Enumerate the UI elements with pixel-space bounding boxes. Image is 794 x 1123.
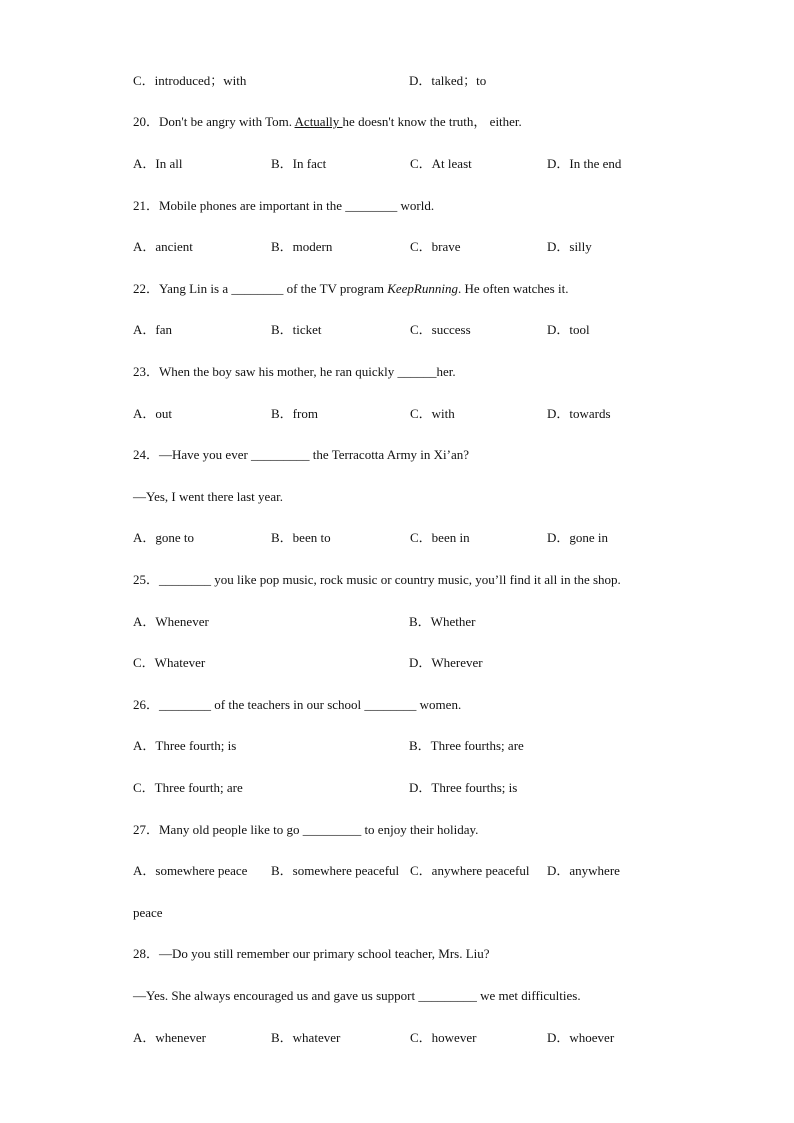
q20-option-a: A．In all <box>133 156 183 171</box>
q24-options-row <box>133 528 733 548</box>
q25-options-row-2 <box>133 653 733 673</box>
q25-option-d: D．Wherever <box>409 655 483 670</box>
q27-option-b: B．somewhere peaceful <box>271 863 400 878</box>
q22-stem-post: . He often watches it. <box>457 281 569 296</box>
q28-option-c: C．however <box>410 1030 477 1045</box>
q22-options-row <box>133 320 733 340</box>
q26-option-b: B．Three fourths; are <box>409 738 524 753</box>
q20-stem <box>133 112 733 132</box>
q21-options-row <box>133 237 733 257</box>
q22-option-a: A．fan <box>133 322 172 337</box>
q24-option-b: B．been to <box>271 530 331 545</box>
q23-option-c: C．with <box>410 406 455 421</box>
q25-option-a: A．Whenever <box>133 614 209 629</box>
q27-option-d: D．anywhere <box>547 863 620 878</box>
q22-stem-pre: 22．Yang Lin is a ________ of the TV program <box>133 281 388 296</box>
q22-option-d: D．tool <box>547 322 590 337</box>
q22-stem <box>133 279 733 299</box>
q20-options-row <box>133 154 733 174</box>
q19-options-row <box>133 71 733 91</box>
q28-stem: 28．—Do you still remember our primary school teacher, Mrs. Liu? <box>133 946 490 961</box>
q26-option-d: D．Three fourths; is <box>409 780 518 795</box>
q24-stem: 24．—Have you ever _________ the Terracotta Army in Xi’an? <box>133 447 470 462</box>
q24-option-d: D．gone in <box>547 530 609 545</box>
q23-option-b: B．from <box>271 406 318 421</box>
q28-option-d: D．whoever <box>547 1030 615 1045</box>
q26-stem: 26．________ of the teachers in our school ________ women. <box>133 697 462 712</box>
q20-stem-pre: 20．Don't be angry with Tom. <box>133 114 295 129</box>
q28-reply: —Yes. She always encouraged us and gave us support _________ we met difficulties. <box>133 988 581 1003</box>
q25-option-b: B．Whether <box>409 614 476 629</box>
q19-option-c: C．introduced；with <box>133 73 247 88</box>
q25-stem: 25．________ you like pop music, rock music or country music, you’ll find it all in the shop. <box>133 572 621 587</box>
q26-option-c: C．Three fourth; are <box>133 780 243 795</box>
q21-option-a: A．ancient <box>133 239 193 254</box>
q28-options-row <box>133 1028 733 1048</box>
q26-option-a: A．Three fourth; is <box>133 738 237 753</box>
q23-options-row <box>133 404 733 424</box>
q27-option-c: C．anywhere peaceful <box>410 863 530 878</box>
q23-stem: 23．When the boy saw his mother, he ran quickly ______her. <box>133 364 456 379</box>
q27-options-row <box>133 861 733 881</box>
q22-program-title: KeepRunning <box>387 281 458 296</box>
q20-option-b: B．In fact <box>271 156 327 171</box>
q20-option-c: C．At least <box>410 156 472 171</box>
q22-option-c: C．success <box>410 322 471 337</box>
q24-reply: —Yes, I went there last year. <box>133 489 283 504</box>
q20-underlined-word: Actually <box>294 114 343 129</box>
q20-stem-post: he doesn't know the truth， either. <box>342 114 522 129</box>
q21-option-c: C．brave <box>410 239 461 254</box>
q26-options-row-1 <box>133 736 733 756</box>
q21-stem: 21．Mobile phones are important in the ________ world. <box>133 198 435 213</box>
q28-option-a: A．whenever <box>133 1030 206 1045</box>
q19-option-d: D．talked；to <box>409 73 487 88</box>
q27-option-d-wrap: peace <box>133 905 163 920</box>
q25-option-c: C．Whatever <box>133 655 206 670</box>
q26-options-row-2 <box>133 778 733 798</box>
q21-option-d: D．silly <box>547 239 592 254</box>
q28-option-b: B．whatever <box>271 1030 341 1045</box>
q24-option-a: A．gone to <box>133 530 195 545</box>
q25-options-row-1 <box>133 612 733 632</box>
q24-option-c: C．been in <box>410 530 470 545</box>
q21-option-b: B．modern <box>271 239 333 254</box>
q23-option-a: A．out <box>133 406 173 421</box>
q23-option-d: D．towards <box>547 406 611 421</box>
q22-option-b: B．ticket <box>271 322 322 337</box>
q27-stem: 27．Many old people like to go _________ to enjoy their holiday. <box>133 822 479 837</box>
q27-option-a: A．somewhere peace <box>133 863 248 878</box>
q20-option-d: D．In the end <box>547 156 622 171</box>
